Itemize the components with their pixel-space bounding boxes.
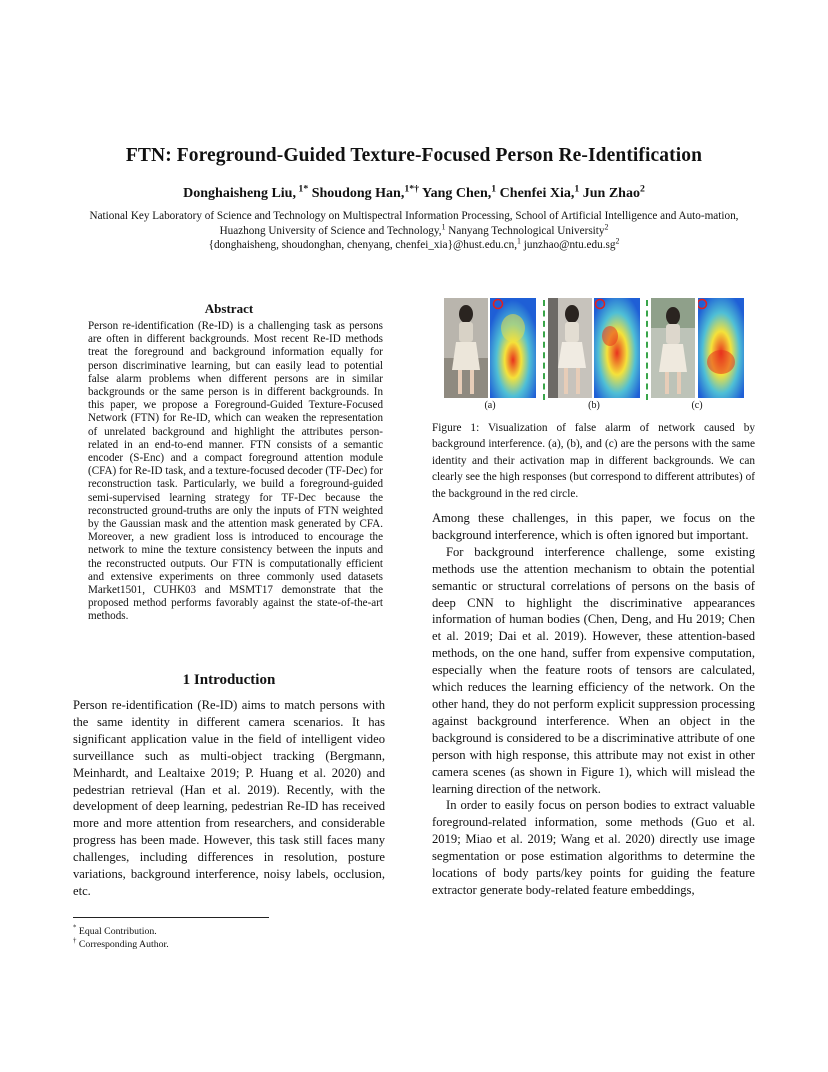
person-photo-a <box>444 298 488 398</box>
footnote-1 <box>73 925 169 938</box>
figure-caption <box>432 420 755 502</box>
footnote-mark: † <box>73 937 77 945</box>
email-sup: 2 <box>615 236 620 246</box>
author-name: Yang Chen, <box>419 186 492 201</box>
paper-title: FTN: Foreground-Guided Texture-Focused Person Re-Identification <box>125 145 703 166</box>
footnote-rule <box>73 917 269 918</box>
introduction-body <box>73 697 385 900</box>
author-sup: 1 <box>491 183 497 195</box>
body-paragraph: Among these challenges, in this paper, we focus on the background interference, which is often ignored but important. <box>432 511 755 542</box>
affiliation-sup: 1 <box>441 221 446 231</box>
affiliation-text-2: Nanyang Technological University <box>445 224 605 237</box>
figure-caption-text: Figure 1: Visualization of false alarm of network caused by background interference. (a), (b), and (c) are the persons with the same identity and their activation map in different backgrounds. We can clearly see the high responses (but correspond to different attributes) of the background in the red circle. <box>432 422 755 500</box>
affiliations <box>74 209 754 253</box>
abstract-text: Person re-identification (Re-ID) is a challenging task as persons are often in different backgrounds. Most recent Re-ID methods treat the foreground and background information equally for person discriminative learning, but can easily lead to potential false alarm problems when different persons are in similar backgrounds or the same person is in different backgrounds. In this paper, we propose a Foreground-Guided Texture-Focused Network (FTN) for Re-ID, which can weaken the representation of unrelated background and highlight the attributes person-related in an end-to-end manner. FTN consists of a semantic encoder (S-Enc) and a compact foreground attention module (CFA) for Re-ID task, and a texture-focused decoder (TF-Dec) for reconstruction task. Particularly, we build a foreground-guided semi-supervised learning strategy for TF-Dec because the reconstructed ground-truths are only the inputs of FTN weighted by the Gaussian mask and the attention mask generated by CFA. Moreover, a new gradient loss is introduced to encourage the network to mine the texture consistency between the inputs and the reconstructed outputs. Our FTN is computationally efficient and extensive experiments on three commonly used datasets Market1501, CUHK03 and MSMT17 demonstrate that the proposed method performs favorably against the state-of-the-art methods. <box>88 320 383 623</box>
figure-separator <box>646 300 648 400</box>
introduction-paragraph: Person re-identification (Re-ID) aims to match persons with the same identity in different camera scenarios. It has significant application value in the field of intelligent video surveillance such as multi-object tracking (Bergmann, Meinhardt, and Lealtaixe 2019; P. Huang et al. 2020) and pedestrian retrieval (Han et al. 2019). Recently, with the development of deep learning, pedestrian Re-ID has received more and more attention from researchers, and considerable progress has been made. However, this task still faces many challenges, including differences in resolution, posture variations, background interference, noisy labels, occlusion, etc. <box>73 698 385 898</box>
person-photo-b <box>548 298 592 398</box>
footnote-text: Corresponding Author. <box>76 939 169 950</box>
figure-separator <box>543 300 545 400</box>
footnote-mark: * <box>73 924 77 932</box>
activation-map-b <box>594 298 640 398</box>
activation-map-a <box>490 298 536 398</box>
right-column-body <box>432 510 755 899</box>
author-sup: 1 <box>574 183 580 195</box>
email-list-2: junzhao@ntu.edu.sg <box>520 239 616 251</box>
figure-1 <box>442 298 748 416</box>
author-sup: 1* <box>295 183 309 195</box>
person-photo-c <box>651 298 695 398</box>
affiliation-sup: 2 <box>604 221 609 231</box>
activation-map-c <box>698 298 744 398</box>
footnotes <box>73 925 169 951</box>
abstract-body <box>88 320 383 624</box>
author-name: Donghaisheng Liu, <box>183 186 296 201</box>
footnote-text: Equal Contribution. <box>76 926 157 937</box>
author-sup: 2 <box>639 183 645 195</box>
body-paragraph: In order to easily focus on person bodies to extract valuable foreground-related information, some methods (Guo et al. 2019; Miao et al. 2019; Wang et al. 2020) directly use image segmentation or pose estimation algorithms to determine the locations of body parts/key points for guiding the feature extractor generate body-related feature embeddings, <box>432 798 755 897</box>
author-list <box>40 183 788 202</box>
subfigure-label-b: (b) <box>588 400 600 411</box>
subfigure-label-c: (c) <box>691 400 703 411</box>
body-paragraph: For background interference challenge, some existing methods use the attention mechanism to obtain the potential semantic or structural correlations of persons on the basis of deep CNN to highlight the discriminative appearances information of human bodies (Chen, Deng, and Hu 2019; Chen et al. 2019; Dai et al. 2019). However, these attention-based methods, on the one hand, suffer from expensive computation, especially when the feature roots of tensors are calculated, which reduces the learning efficiency of the network. On the other hand, they do not perform explicit suppression processing against background interference. When an object in the background is considered to be a discriminative attribute of one person with high response, this attribute may not exist in other camera scenes (as shown in Figure 1), which will mislead the learning direction of the network. <box>432 544 755 796</box>
section-heading-introduction: 1 Introduction <box>182 672 276 688</box>
footnote-2 <box>73 938 169 951</box>
email-sup: 1 <box>517 236 521 246</box>
author-name: Jun Zhao <box>579 186 640 201</box>
abstract-heading: Abstract <box>204 301 254 316</box>
author-name: Chenfei Xia, <box>496 186 575 201</box>
author-name: Shoudong Han, <box>308 186 405 201</box>
subfigure-label-a: (a) <box>484 400 496 411</box>
author-sup: 1*† <box>404 183 420 195</box>
email-list: {donghaisheng, shoudonghan, chenyang, chenfei_xia}@hust.edu.cn, <box>208 239 518 251</box>
affiliation-text: National Key Laboratory of Science and Technology on Multispectral Information Processing, School of Artificial Intelligence and Auto-mation, Huazhong University of Science and Technology, <box>89 210 739 237</box>
